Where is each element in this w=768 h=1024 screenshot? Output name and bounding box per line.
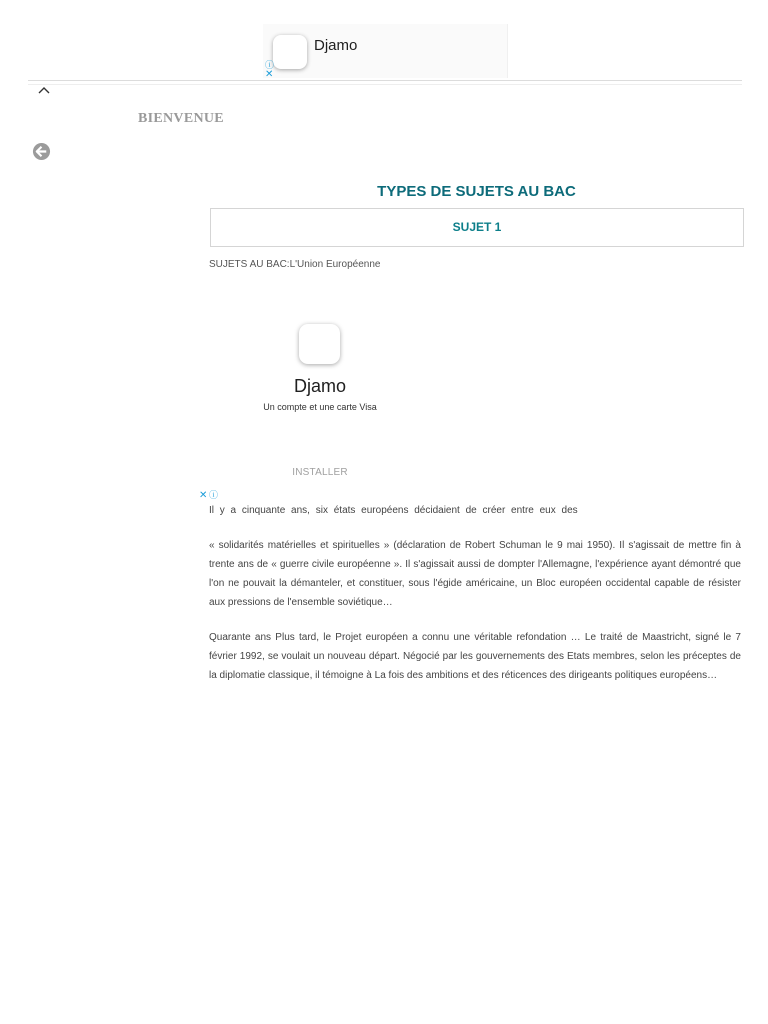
header-divider [28, 80, 742, 81]
info-icon[interactable]: ⓘ [265, 60, 275, 70]
info-icon[interactable]: ⓘ [209, 490, 219, 500]
close-icon[interactable]: ✕ [265, 69, 274, 80]
ad-description: Un compte et une carte Visa [263, 402, 377, 412]
close-icon[interactable]: ✕ [199, 490, 208, 501]
section-title: TYPES DE SUJETS AU BAC [377, 183, 576, 200]
back-arrow-icon[interactable] [32, 142, 51, 161]
article-paragraph: « solidarités matérielles et spirituelles » (déclaration de Robert Schuman le 9 mai 1950). Il s'agissait de mettre fin à trente ans de « guerre civile européenne ». Il s'agissait aussi de dompter l'Allemagne, l'expérience ayant démontré que l'on ne pouvait la démanteler, et constituer, sous l'égide américaine, un Bloc européen occidental capable de résister aux pressions de l'ensemble soviétique… [209, 540, 741, 608]
top-ad-banner[interactable] [263, 24, 508, 78]
header-divider-secondary [28, 84, 742, 85]
welcome-link[interactable]: BIENVENUE [138, 111, 224, 126]
ad-app-icon[interactable] [273, 35, 307, 69]
ad-app-name[interactable]: Djamo [314, 37, 358, 54]
ad-app-name-large[interactable]: Djamo [293, 376, 346, 396]
article-paragraph: Il y a cinquante ans, six états européens décidaient de créer entre eux des [209, 505, 578, 516]
article-paragraph: Quarante ans Plus tard, le Projet européen a connu une véritable refondation … Le traité de Maastricht, signé le 7 février 1992, se voulait un nouveau départ. Négocié par les gouvernements des Etats membres, selon les préceptes de la diplomatie classique, il témoigne à La fois des ambitions et des réticences des dirigeants politiques européens… [209, 632, 741, 681]
tab-sujet-1[interactable]: SUJET 1 [210, 208, 744, 247]
subject-label: SUJETS AU BAC:L'Union Européenne [209, 259, 381, 270]
install-button[interactable]: INSTALLER [292, 467, 348, 478]
ad-app-icon-large[interactable] [299, 324, 340, 364]
chevron-up-icon[interactable] [36, 84, 52, 96]
